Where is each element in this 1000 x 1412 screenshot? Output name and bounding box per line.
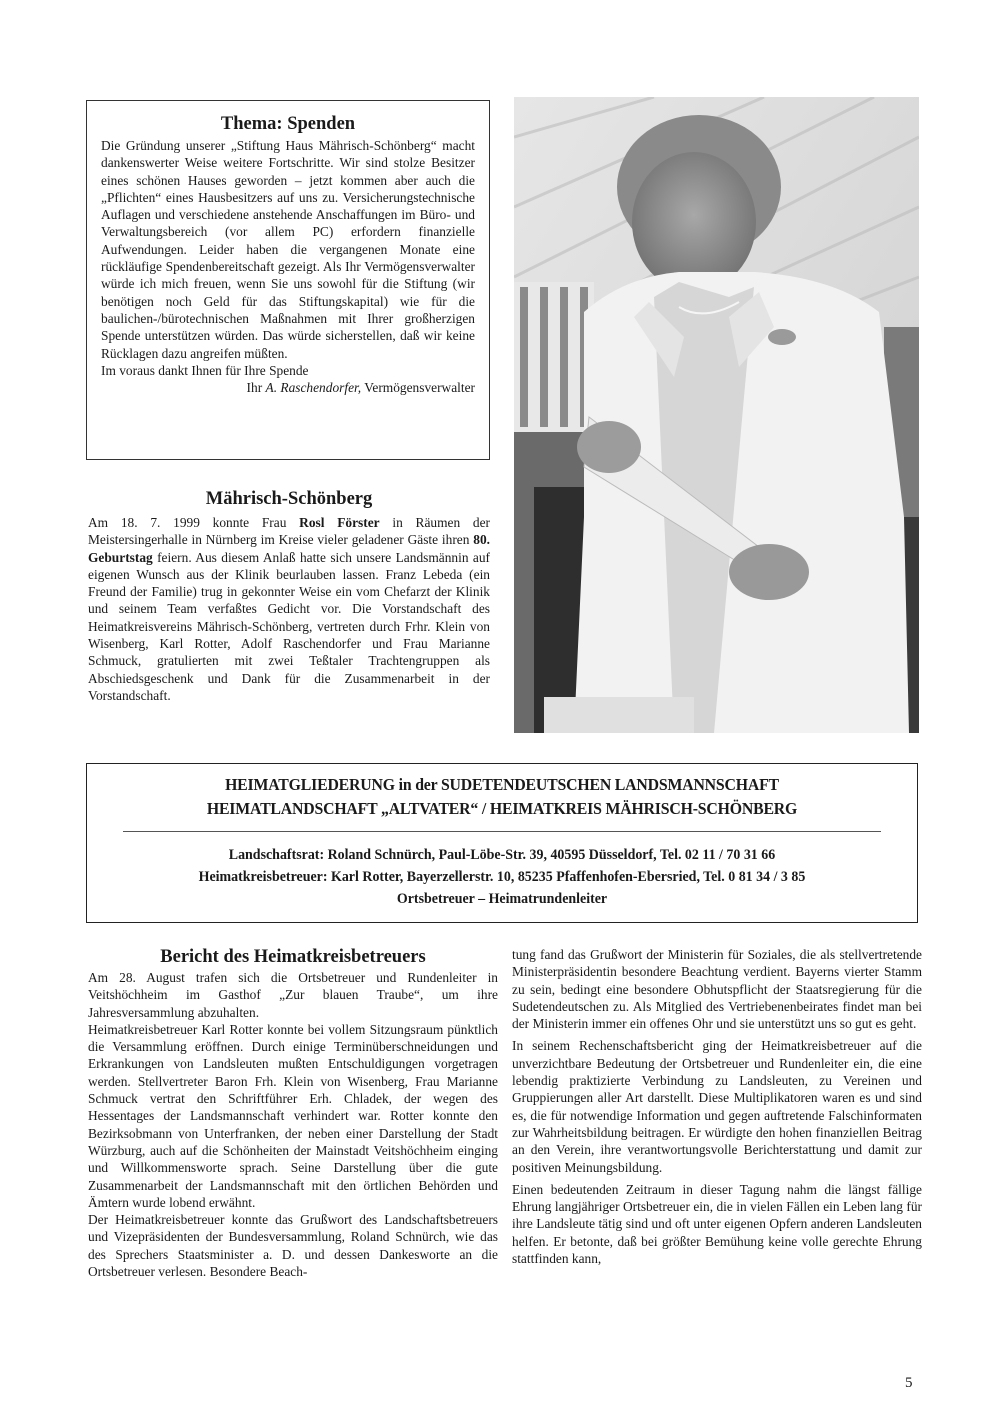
- bericht-paragraph: Einen bedeutenden Zeitraum in dieser Tagung nahm die längst fällige Ehrung langjähriger Ortsbetreuer ein, die in vielen Fällen ein Leben lang für ihre Landsleute tätig sind und oft unter eigenen Opfern anderen Landsleuten helfen. Er betonte, daß bei größter Bemühung keine volle gerechte Ehrung stattfinden kann,: [512, 1181, 922, 1267]
- maehrisch-paragraph: [88, 514, 490, 704]
- hg-heading-line-1: HEIMATGLIEDERUNG in der SUDETENDEUTSCHEN LANDSMANNSCHAFT: [225, 775, 779, 794]
- signature-role: Vermögensverwalter: [361, 380, 475, 396]
- text-run: in Räumen der Meistersingerhalle in Nürnberg im Kreise vieler geladener Gäste ihren: [88, 515, 490, 548]
- maehrisch-schoenberg-article: [88, 488, 490, 704]
- text-run: feiern. Aus diesem Anlaß hatte sich unsere Landsmännin auf eigenen Wunsch aus der Klinik beurlauben lassen. Franz Lebeda (ein Freund der Familie) trug in gekonnter Weise ein vom Chefarzt der Klinik und seinem Team verfaßtes Gedicht vor. Die Vorstandschaft des Heimatkreisvereins Mährisch-Schönberg, vertreten durch Frhr. Klein von Wisenberg, Karl Rotter, Adolf Raschendorfer und Frau Marianne Schmuck, gratulierten mit zwei Teßtaler Trachtengruppen als Abschiedsgeschenk und Dank für die Zusammenarbeit in der Vorstandschaft.: [88, 549, 490, 703]
- bericht-right-column: [512, 946, 922, 1267]
- maehrisch-title: Mährisch-Schönberg: [205, 489, 373, 509]
- signature-name: A. Raschendorfer,: [265, 380, 362, 396]
- maehrisch-body: [88, 514, 490, 704]
- bericht-title: Bericht des Heimatkreisbetreuers: [160, 947, 426, 967]
- birthday-highlight: 80. Geburtstag: [88, 532, 490, 565]
- hg-heading-line-2: HEIMATLANDSCHAFT „ALTVATER“ / HEIMATKREIS MÄHRISCH-SCHÖNBERG: [206, 799, 798, 818]
- photo-image: [514, 97, 919, 733]
- spenden-closing: Im voraus dankt Ihnen für Ihre Spende: [101, 362, 309, 378]
- bericht-left-body: [88, 969, 498, 1280]
- page-number: 5: [905, 1375, 913, 1391]
- signature-prefix: Ihr: [246, 380, 266, 396]
- divider: [123, 831, 881, 832]
- person-name: Rosl Förster: [299, 515, 380, 530]
- ortsbetreuer-label: Ortsbetreuer – Heimatrundenleiter: [396, 891, 608, 908]
- bericht-paragraph: tung fand das Grußwort der Ministerin für Soziales, die als stellvertretende Ministerpräsidentin besondere Beachtung verdient. Bayerns vierter Stamm zu sein, bedingt eine besondere Obhutspflicht der Staatsregierung für die Sudetendeutschen zu. Als Mitglied des Vertriebenenbeirates findet man bei der Ministerin immer ein offenes Ohr und sie unterstützt uns so gut es geht.: [512, 947, 922, 1032]
- spenden-paragraph: Die Gründung unserer „Stiftung Haus Mährisch-Schönberg“ macht dankenswerter Weise weitere Fortschritte. Wir sind stolze Besitzer eines schönen Hauses geworden – jetzt kommen aber auch die „Pflichten“ eines Hausbesitzers auf uns zu. Versicherungstechnische Auflagen und verschiedene anstehende Anschaffungen im Büro- und Verwaltungsbereich (vor allem PC) erfordern finanzielle Aufwendungen. Leider haben die vergangenen Monate eine rückläufige Spendenbereitschaft gezeigt. Als Ihr Vermögensverwalter würde ich mich freuen, wenn Sie uns sowohl für die Stiftung (wir benötigen noch Geld für das Stiftungskapital) wie für die baulichen-/bürotechnischen Maßnahmen mit Ihrer großherzigen Spende unterstützen würden. Das würde sicherstellen, daß wir keine Rücklagen dazu angreifen müßten.: [101, 138, 475, 361]
- spenden-signature: [101, 379, 475, 396]
- bericht-left-column: [88, 946, 498, 1280]
- spenden-body: [101, 137, 475, 396]
- spenden-box: [86, 100, 490, 460]
- bericht-right-body: [512, 946, 922, 1267]
- heimatkreisbetreuer-contact: Heimatkreisbetreuer: Karl Rotter, Bayerzellerstr. 10, 85235 Pfaffenhofen-Ebersried, Tel. 0 81 34 / 3 85: [198, 869, 806, 886]
- portrait-photo: [514, 97, 919, 733]
- landschaftsrat-contact: Landschaftsrat: Roland Schnürch, Paul-Löbe-Str. 39, 40595 Düsseldorf, Tel. 02 11 / 70 31 66: [228, 847, 776, 864]
- bericht-paragraph: In seinem Rechenschaftsbericht ging der Heimatkreisbetreuer auf die unverzichtbare Bedeutung der Ortsbetreuer und Rundenleiter ein, die eine lebendig praktizierte Verbindung zu Landsleuten, zu Vereinen und Gruppierungen aller Art darstellt. Diese Multiplikatoren waren es und sind es, die für notwendige Information und gegen auftretende Falschinformaten zur Wahrheitsbildung beitragen. Er würdigte den hohen finanziellen Beitrag an den Verein, ihre verantwortungsvolle Berichterstattung und damit zur positiven Meinungsbildung.: [512, 1038, 922, 1175]
- bericht-paragraph: Der Heimatkreisbetreuer konnte das Grußwort des Landschaftsbetreuers und Vizepräsidenten der Bundesversammlung, Roland Schnürch, wie das des Sprechers Staatsminister a. D. und dessen Dankesworte an die Ortsbetreuer verlesen. Besondere Beach-: [88, 1212, 498, 1280]
- spenden-title: Thema: Spenden: [220, 114, 356, 134]
- bericht-paragraph: Am 28. August trafen sich die Ortsbetreuer und Rundenleiter in Veitshöchheim im Gasthof „Zur blauen Traube“, um ihre Jahresversammlung abzuhalten.: [88, 970, 498, 1020]
- text-run: Am 18. 7. 1999 konnte Frau: [88, 515, 300, 530]
- heimatgliederung-box: [86, 763, 918, 923]
- bericht-paragraph: Heimatkreisbetreuer Karl Rotter konnte bei vollem Sitzungsraum pünktlich die Versammlung eröffnen. Durch einige Terminüberschneidungen und Erkrankungen von Landsleuten mußten Entschuldigungen vorgetragen werden. Stellvertreter Baron Frh. Klein von Wisenberg, Frau Marianne Schmuck vertrat den Schriftführer Erh. Chladek, der wegen des Hessentages der Landsmannschaft verhindert war. Rotter konnte den Bezirksobmann von Unterfranken, der neben einer Darstellung der Stadt Würzburg, auch auf die Schönheiten der Mainstadt Veitshöchheim einging und Willkommensworte sprach. Seine Darstellung über die gute Zusammenarbeit der Landsmannschaft mit den örtlichen Behörden und Ämtern wurde lobend erwähnt.: [88, 1021, 498, 1210]
